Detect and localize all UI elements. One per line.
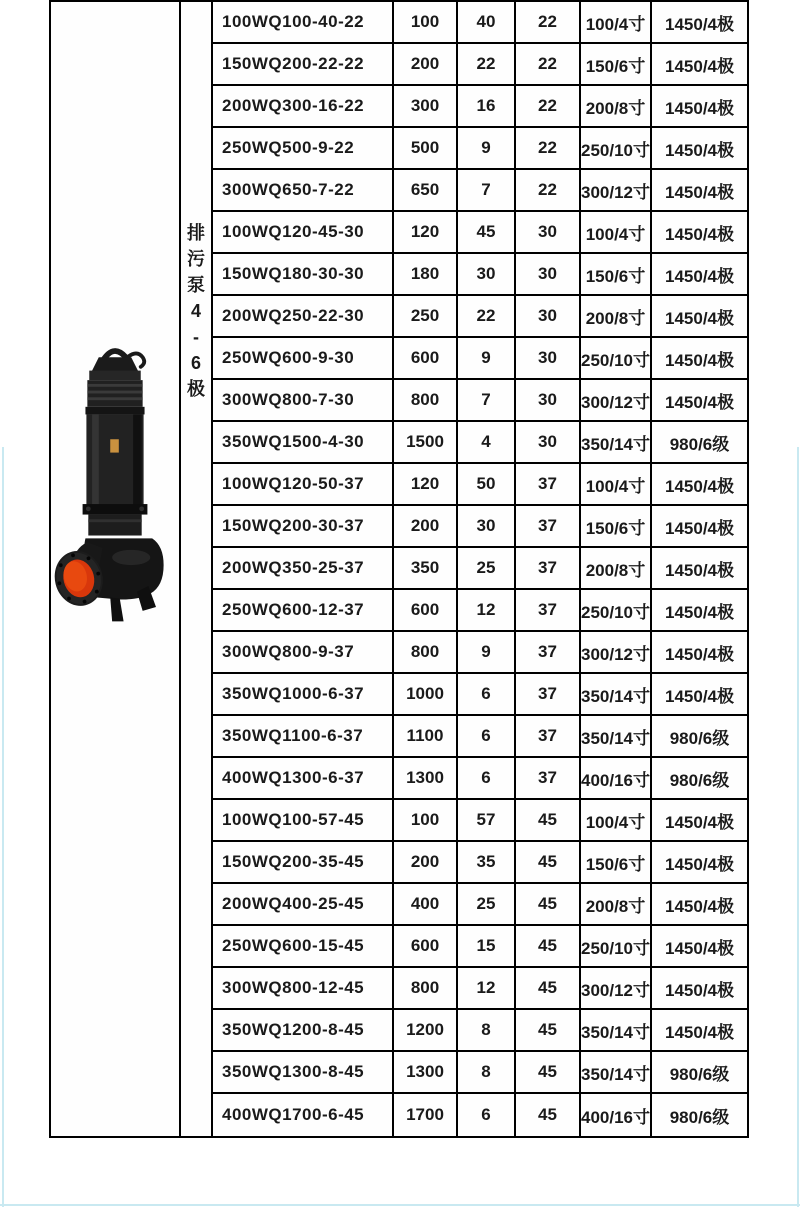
cell-model: 350WQ1100-6-37 <box>213 716 394 758</box>
table-row <box>213 842 747 884</box>
cell-head: 6 <box>458 674 516 716</box>
cell-head: 8 <box>458 1052 516 1094</box>
table-row <box>213 44 747 86</box>
cell-flow: 200 <box>394 506 458 548</box>
cell-power: 37 <box>516 548 581 590</box>
cell-outlet: 100/4寸 <box>581 2 652 44</box>
cell-flow: 400 <box>394 884 458 926</box>
cell-outlet: 400/16寸 <box>581 1094 652 1136</box>
spec-rows <box>213 2 747 1136</box>
table-row <box>213 464 747 506</box>
container-edge-right <box>797 447 799 1207</box>
cell-head: 50 <box>458 464 516 506</box>
cell-head: 16 <box>458 86 516 128</box>
cell-head: 4 <box>458 422 516 464</box>
table-row <box>213 338 747 380</box>
cell-outlet: 350/14寸 <box>581 716 652 758</box>
table-row <box>213 212 747 254</box>
cell-flow: 180 <box>394 254 458 296</box>
table-row <box>213 254 747 296</box>
cell-head: 7 <box>458 380 516 422</box>
cell-head: 12 <box>458 590 516 632</box>
cell-power: 22 <box>516 128 581 170</box>
cell-outlet: 400/16寸 <box>581 758 652 800</box>
cell-head: 7 <box>458 170 516 212</box>
cell-flow: 1500 <box>394 422 458 464</box>
cell-head: 15 <box>458 926 516 968</box>
table-row <box>213 170 747 212</box>
cell-outlet: 250/10寸 <box>581 338 652 380</box>
cell-head: 8 <box>458 1010 516 1052</box>
cell-outlet: 350/14寸 <box>581 1010 652 1052</box>
cell-power: 30 <box>516 212 581 254</box>
cell-model: 200WQ300-16-22 <box>213 86 394 128</box>
category-label-char: 排 <box>187 223 205 243</box>
table-row <box>213 1094 747 1136</box>
cell-flow: 200 <box>394 44 458 86</box>
container-edge-left <box>2 447 4 1207</box>
table-row <box>213 2 747 44</box>
cell-speed: 1450/4极 <box>652 632 747 674</box>
cell-model: 350WQ1200-8-45 <box>213 1010 394 1052</box>
cell-flow: 100 <box>394 800 458 842</box>
cell-speed: 1450/4极 <box>652 128 747 170</box>
cell-outlet: 250/10寸 <box>581 926 652 968</box>
cell-head: 45 <box>458 212 516 254</box>
cell-speed: 1450/4极 <box>652 464 747 506</box>
cell-outlet: 200/8寸 <box>581 548 652 590</box>
cell-speed: 1450/4极 <box>652 674 747 716</box>
cell-model: 250WQ600-12-37 <box>213 590 394 632</box>
cell-flow: 1100 <box>394 716 458 758</box>
cell-power: 45 <box>516 968 581 1010</box>
cell-model: 200WQ350-25-37 <box>213 548 394 590</box>
cell-speed: 1450/4极 <box>652 296 747 338</box>
submersible-pump-photo-icon <box>53 342 177 628</box>
cell-flow: 120 <box>394 464 458 506</box>
cell-model: 100WQ100-40-22 <box>213 2 394 44</box>
cell-power: 30 <box>516 254 581 296</box>
cell-outlet: 300/12寸 <box>581 170 652 212</box>
table-row <box>213 758 747 800</box>
cell-head: 9 <box>458 632 516 674</box>
table-row <box>213 926 747 968</box>
cell-speed: 1450/4极 <box>652 2 747 44</box>
cell-model: 300WQ800-12-45 <box>213 968 394 1010</box>
cell-speed: 1450/4极 <box>652 800 747 842</box>
cell-flow: 250 <box>394 296 458 338</box>
cell-model: 300WQ800-9-37 <box>213 632 394 674</box>
category-label-char: 极 <box>187 379 205 399</box>
cell-head: 30 <box>458 254 516 296</box>
cell-flow: 1700 <box>394 1094 458 1136</box>
cell-speed: 1450/4极 <box>652 842 747 884</box>
cell-power: 37 <box>516 674 581 716</box>
table-row <box>213 86 747 128</box>
cell-outlet: 150/6寸 <box>581 506 652 548</box>
cell-outlet: 250/10寸 <box>581 590 652 632</box>
cell-head: 22 <box>458 296 516 338</box>
cell-flow: 1200 <box>394 1010 458 1052</box>
container-edge-bottom <box>0 1204 800 1206</box>
cell-power: 22 <box>516 2 581 44</box>
table-row <box>213 128 747 170</box>
table-row <box>213 296 747 338</box>
cell-power: 30 <box>516 380 581 422</box>
cell-power: 45 <box>516 1010 581 1052</box>
table-row <box>213 506 747 548</box>
cell-power: 37 <box>516 758 581 800</box>
cell-outlet: 200/8寸 <box>581 296 652 338</box>
pump-image <box>53 342 177 633</box>
cell-model: 100WQ120-45-30 <box>213 212 394 254</box>
cell-power: 22 <box>516 170 581 212</box>
table-row <box>213 1010 747 1052</box>
cell-outlet: 100/4寸 <box>581 464 652 506</box>
cell-outlet: 200/8寸 <box>581 86 652 128</box>
cell-flow: 800 <box>394 380 458 422</box>
cell-head: 30 <box>458 506 516 548</box>
cell-power: 37 <box>516 716 581 758</box>
cell-power: 45 <box>516 800 581 842</box>
cell-outlet: 250/10寸 <box>581 128 652 170</box>
table-row <box>213 716 747 758</box>
cell-speed: 980/6级 <box>652 758 747 800</box>
cell-head: 12 <box>458 968 516 1010</box>
cell-model: 150WQ200-22-22 <box>213 44 394 86</box>
table-row <box>213 674 747 716</box>
cell-speed: 1450/4极 <box>652 506 747 548</box>
cell-model: 300WQ800-7-30 <box>213 380 394 422</box>
table-row <box>213 380 747 422</box>
product-image-cell <box>51 2 181 1136</box>
cell-flow: 1300 <box>394 1052 458 1094</box>
cell-power: 30 <box>516 338 581 380</box>
cell-flow: 1000 <box>394 674 458 716</box>
cell-model: 350WQ1300-8-45 <box>213 1052 394 1094</box>
cell-outlet: 350/14寸 <box>581 1052 652 1094</box>
cell-head: 22 <box>458 44 516 86</box>
cell-power: 30 <box>516 422 581 464</box>
cell-outlet: 100/4寸 <box>581 212 652 254</box>
cell-outlet: 100/4寸 <box>581 800 652 842</box>
cell-model: 250WQ600-15-45 <box>213 926 394 968</box>
cell-power: 37 <box>516 506 581 548</box>
category-label-cell <box>181 2 213 1136</box>
table-row <box>213 548 747 590</box>
cell-power: 45 <box>516 884 581 926</box>
cell-speed: 1450/4极 <box>652 86 747 128</box>
cell-speed: 980/6级 <box>652 1052 747 1094</box>
cell-flow: 800 <box>394 632 458 674</box>
cell-flow: 500 <box>394 128 458 170</box>
cell-model: 400WQ1700-6-45 <box>213 1094 394 1136</box>
cell-model: 150WQ180-30-30 <box>213 254 394 296</box>
cell-outlet: 350/14寸 <box>581 674 652 716</box>
cell-outlet: 350/14寸 <box>581 422 652 464</box>
cell-head: 25 <box>458 548 516 590</box>
cell-model: 350WQ1000-6-37 <box>213 674 394 716</box>
cell-model: 400WQ1300-6-37 <box>213 758 394 800</box>
cell-speed: 1450/4极 <box>652 254 747 296</box>
cell-outlet: 300/12寸 <box>581 968 652 1010</box>
cell-model: 200WQ400-25-45 <box>213 884 394 926</box>
cell-flow: 600 <box>394 338 458 380</box>
cell-model: 200WQ250-22-30 <box>213 296 394 338</box>
cell-flow: 350 <box>394 548 458 590</box>
cell-speed: 980/6级 <box>652 716 747 758</box>
cell-head: 35 <box>458 842 516 884</box>
cell-power: 37 <box>516 590 581 632</box>
cell-flow: 600 <box>394 926 458 968</box>
cell-flow: 100 <box>394 2 458 44</box>
cell-speed: 1450/4极 <box>652 380 747 422</box>
cell-outlet: 150/6寸 <box>581 44 652 86</box>
cell-head: 9 <box>458 338 516 380</box>
cell-power: 30 <box>516 296 581 338</box>
cell-flow: 120 <box>394 212 458 254</box>
cell-head: 6 <box>458 716 516 758</box>
table-row <box>213 590 747 632</box>
cell-speed: 1450/4极 <box>652 884 747 926</box>
cell-model: 250WQ500-9-22 <box>213 128 394 170</box>
cell-model: 100WQ120-50-37 <box>213 464 394 506</box>
cell-power: 37 <box>516 632 581 674</box>
cell-outlet: 300/12寸 <box>581 380 652 422</box>
cell-power: 45 <box>516 1094 581 1136</box>
cell-model: 300WQ650-7-22 <box>213 170 394 212</box>
cell-head: 6 <box>458 1094 516 1136</box>
cell-head: 57 <box>458 800 516 842</box>
cell-flow: 200 <box>394 842 458 884</box>
cell-model: 250WQ600-9-30 <box>213 338 394 380</box>
cell-power: 37 <box>516 464 581 506</box>
cell-speed: 1450/4极 <box>652 338 747 380</box>
cell-head: 6 <box>458 758 516 800</box>
cell-speed: 980/6级 <box>669 1107 730 1127</box>
table-row <box>213 884 747 926</box>
cell-flow: 300 <box>394 86 458 128</box>
cell-speed: 1450/4极 <box>652 170 747 212</box>
cell-speed: 1450/4极 <box>652 968 747 1010</box>
table-row <box>213 632 747 674</box>
category-label-char: 6 <box>190 353 201 373</box>
cell-flow: 600 <box>394 590 458 632</box>
cell-speed: 1450/4极 <box>652 1010 747 1052</box>
cell-model: 350WQ1500-4-30 <box>213 422 394 464</box>
table-row <box>213 800 747 842</box>
cell-model: 150WQ200-35-45 <box>213 842 394 884</box>
cell-flow: 1300 <box>394 758 458 800</box>
cell-head: 25 <box>458 884 516 926</box>
cell-power: 45 <box>516 926 581 968</box>
cell-flow: 650 <box>394 170 458 212</box>
cell-power: 22 <box>516 44 581 86</box>
cell-head: 9 <box>458 128 516 170</box>
cell-speed: 980/6级 <box>652 422 747 464</box>
cell-outlet: 150/6寸 <box>581 254 652 296</box>
cell-model: 150WQ200-30-37 <box>213 506 394 548</box>
table-row <box>213 1052 747 1094</box>
cell-power: 22 <box>516 86 581 128</box>
cell-speed: 1450/4极 <box>652 926 747 968</box>
cell-head: 40 <box>458 2 516 44</box>
table-row <box>213 968 747 1010</box>
category-label-char: 4 <box>190 301 201 321</box>
cell-outlet: 150/6寸 <box>581 842 652 884</box>
cell-speed: 1450/4极 <box>652 212 747 254</box>
cell-speed: 1450/4极 <box>652 590 747 632</box>
cell-flow: 800 <box>394 968 458 1010</box>
cell-power: 45 <box>516 1052 581 1094</box>
pump-spec-table <box>49 0 749 1138</box>
cell-outlet: 200/8寸 <box>581 884 652 926</box>
category-label-char: 污 <box>187 249 205 269</box>
category-label-char: 泵 <box>187 275 205 295</box>
cell-power: 45 <box>516 842 581 884</box>
cell-speed: 1450/4极 <box>652 44 747 86</box>
cell-model: 100WQ100-57-45 <box>213 800 394 842</box>
table-row <box>213 422 747 464</box>
category-label-char: - <box>193 327 199 347</box>
cell-speed: 1450/4极 <box>652 548 747 590</box>
cell-outlet: 300/12寸 <box>581 632 652 674</box>
